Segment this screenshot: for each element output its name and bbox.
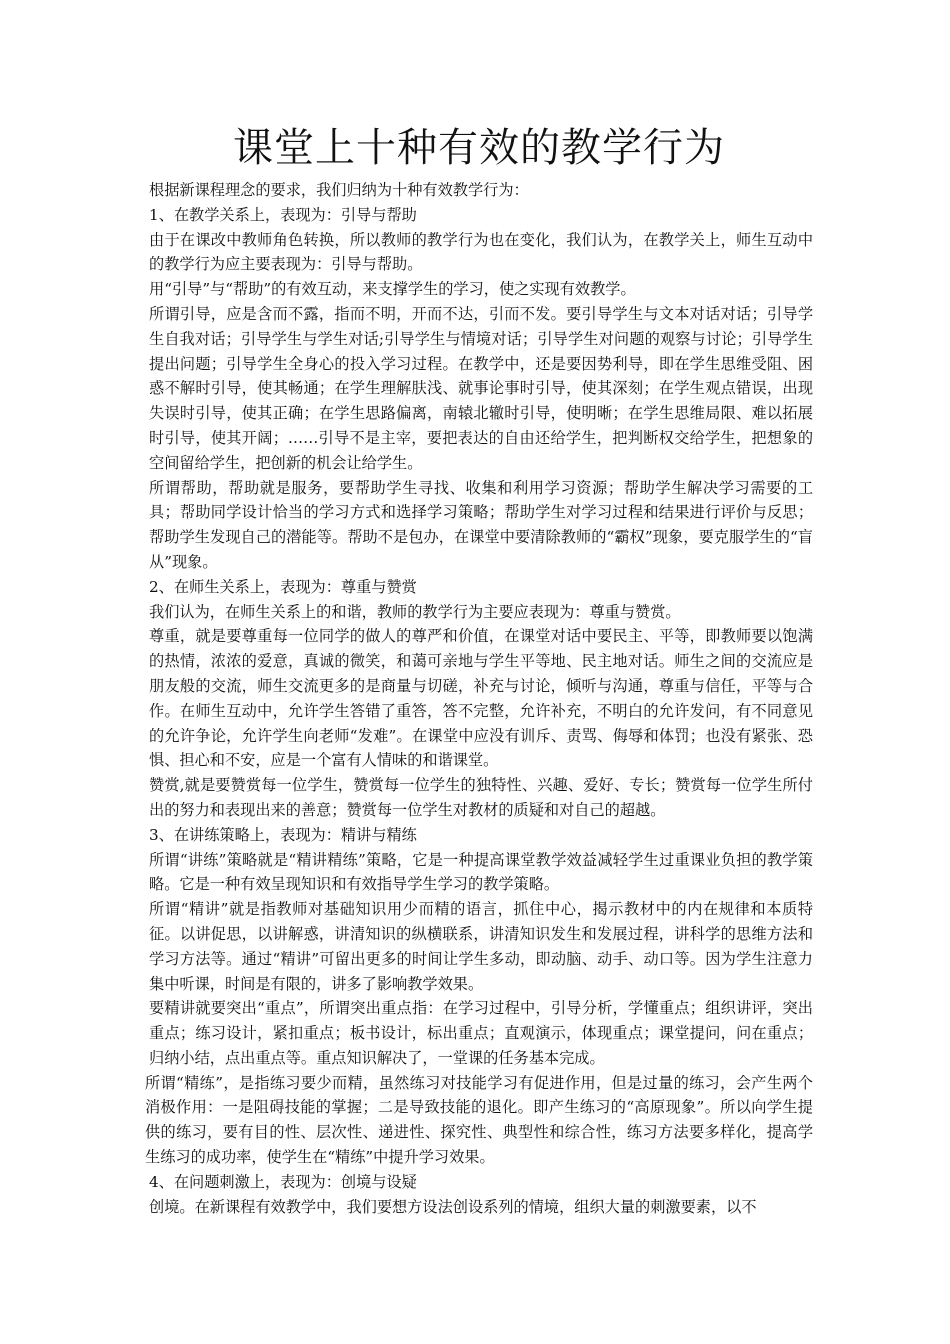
paragraph: 由于在课改中教师角色转换，所以教师的教学行为也在变化，我们认为，在教学关上，师生互动中的教学行为应主要表现为：引导与帮助。 [149,230,813,274]
paragraph: 我们认为，在师生关系上的和谐，教师的教学行为主要应表现为：尊重与赞赏。 [149,602,681,621]
paragraph: 赞赏,就是要赞赏每一位学生，赞赏每一位学生的独特性、兴趣、爱好、专长；赞赏每一位学生所付出的努力和表现出来的善意；赞赏每一位学生对教材的质疑和对自己的超越。 [149,776,813,819]
paragraph: 所谓帮助，帮助就是服务，要帮助学生寻找、收集和利用学习资源；帮助学生解决学习需要的工具；帮助同学设计恰当的学习方式和选择学习策略；帮助学生对学习过程和结果进行评价与反思；帮助学生发现自己的潜能等。帮助不是包办，在课堂中要清除教师的“霸权”现象，要克服学生的“盲从”现象。 [149,478,813,571]
document-page [145,118,813,1219]
section-heading-2: 2、在师生关系上，表现为：尊重与赞赏 [149,577,417,596]
paragraph: 要精讲就要突出“重点”，所谓突出重点指：在学习过程中，引导分析，学懂重点；组织讲评，突出重点；练习设计，紧扣重点；板书设计，标出重点；直观演示，体现重点；课堂提问，问在重点；归纳小结，点出重点等。重点知识解决了，一堂课的任务基本完成。 [149,999,813,1067]
paragraph: 用“引导”与“帮助”的有效互动，来支撑学生的学习，使之实现有效教学。 [149,280,636,299]
paragraph: 所谓“精练”，是指练习要少而精，虽然练习对技能学习有促进作用，但是过量的练习，会产生两个消极作用：一是阻碍技能的掌握；二是导致技能的退化。即产生练习的“高原现象”。所以向学生提供的练习，要有目的性、层次性、递进性、探究性、典型性和综合性，练习方法要多样化，提高学生练习的成功率，使学生在“精练”中提升学习效果。 [145,1073,813,1167]
paragraph: 尊重，就是要尊重每一位同学的做人的尊严和价值，在课堂对话中要民主、平等，即教师要以饱满的热情，浓浓的爱意，真诚的微笑，和蔼可亲地与学生平等地、民主地对话。师生之间的交流应是朋友般的交流，师生交流更多的是商量与切磋，补充与讨论，倾听与沟通，尊重与信任，平等与合作。在师生互动中，允许学生答错了重答，答不完整，允许补充，不明白的允许发问，有不同意见的允许争论，允许学生向老师“发难”。在课堂中应没有训斥、责骂、侮辱和体罚；也没有紧张、恐惧、担心和不安，应是一个富有人情味的和谐课堂。 [149,627,813,770]
paragraph: 所谓引导，应是含而不露，指而不明，开而不达，引而不发。要引导学生与文本对话对话；引导学生自我对话；引导学生与学生对话;引导学生与情境对话；引导学生对问题的观察与讨论；引导学生提出问题；引导学生全身心的投入学习过程。在教学中，还是要因势利导，即在学生思维受阻、困惑不解时引导，使其畅通；在学生理解肤浅、就事论事时引导，使其深刻；在学生观点错误，出现失误时引导，使其正确；在学生思路偏离，南辕北辙时引导，使明晰；在学生思维局限、难以拓展时引导，使其开阔；……引导不是主宰，要把表达的自由还给学生，把判断权交给学生，把想象的空间留给学生，把创新的机会让给学生。 [149,304,813,472]
section-heading-4: 4、在问题刺激上，表现为：创境与设疑 [149,1172,417,1191]
section-heading-1: 1、在教学关系上，表现为：引导与帮助 [149,205,417,224]
paragraph: 所谓“讲练”策略就是“精讲精练”策略，它是一种提高课堂教学效益减轻学生过重课业负担的教学策略。它是一种有效呈现知识和有效指导学生学习的教学策略。 [149,850,813,894]
paragraph: 创境。在新课程有效教学中，我们要想方设法创设系列的情境，组织大量的刺激要素，以不 [149,1197,757,1216]
paragraph: 所谓“精讲”就是指教师对基础知识用少而精的语言，抓住中心，揭示教材中的内在规律和本质特征。以讲促思，以讲解惑，讲清知识的纵横联系，讲清知识发生和发展过程，讲科学的思维方法和学习方法等。通过“精讲”可留出更多的时间让学生多动，即动脑、动手、动口等。因为学生注意力集中听课，时间是有限的，讲多了影响教学效果。 [149,900,813,993]
paragraph-intro: 根据新课程理念的要求，我们归纳为十种有效教学行为： [149,181,529,199]
section-heading-3: 3、在讲练策略上，表现为：精讲与精练 [149,825,417,844]
document-title: 课堂上十种有效的教学行为 [233,125,725,171]
